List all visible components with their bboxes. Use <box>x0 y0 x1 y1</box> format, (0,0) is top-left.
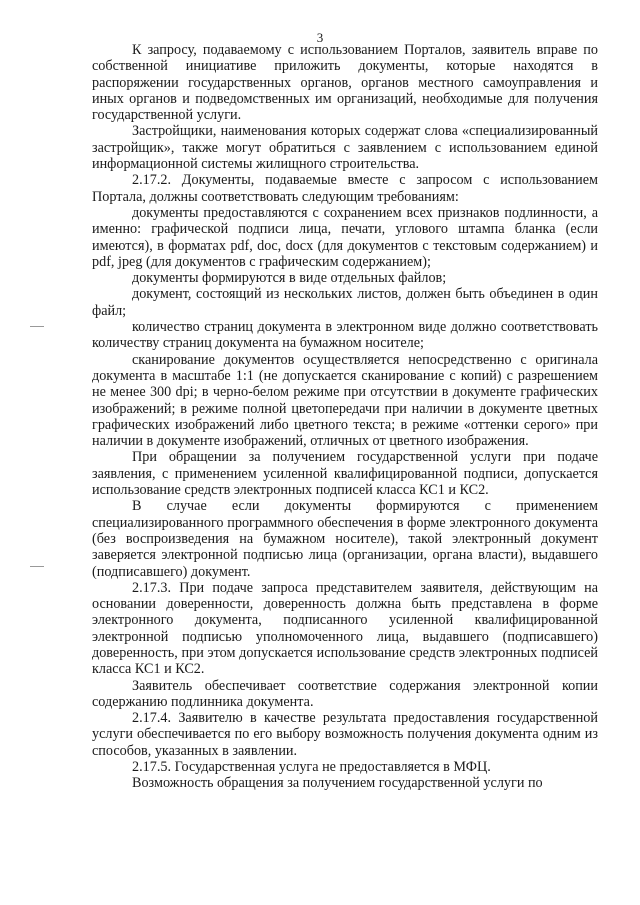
paragraph: 2.17.4. Заявителю в качестве результата предоставления государственной услуги обеспечивается по его выбору возможность получения документа одним из способов, указанных в заявлении. <box>92 710 598 759</box>
page-number: 3 <box>316 30 324 45</box>
paragraph: 2.17.2. Документы, подаваемые вместе с запросом с использованием Портала, должны соответствовать следующим требованиям: <box>92 172 598 205</box>
paragraph: Застройщики, наименования которых содержат слова «специализированный застройщик», также могут обратиться с заявлением с использованием единой информационной системы жилищного строительства. <box>92 123 598 173</box>
paragraph: количество страниц документа в электронном виде должно соответствовать количеству страниц документа на бумажном носителе; <box>92 319 598 352</box>
paragraph: 2.17.5. Государственная услуга не предоставляется в МФЦ. <box>132 759 491 776</box>
margin-mark <box>30 566 44 567</box>
paragraph: документ, состоящий из нескольких листов, должен быть объединен в один файл; <box>92 286 598 319</box>
paragraph: В случае если документы формируются с применением специализированного программного обеспечения в форме электронного документа (без воспроизведения на бумажном носителе), такой электронный документ заверяется электронной подписью лица (организации, органа власти), выдавшего (подписавшего) документ. <box>92 498 598 580</box>
paragraph: Заявитель обеспечивает соответствие содержания электронной копии содержанию подлинника документа. <box>92 677 598 710</box>
document-body <box>92 42 598 792</box>
paragraph: сканирование документов осуществляется непосредственно с оригинала документа в масштабе 1:1 (не допускается сканирование с копий) с разрешением не менее 300 dpi; в черно-белом режиме при отсутствии в документе графических изображений; в режиме полной цветопередачи при наличии в документе цветных графических изображений либо цветного текста; в режиме «оттенки серого» при наличии в документе изображений, отличных от цветного изображения. <box>92 351 598 450</box>
paragraph: 2.17.3. При подаче запроса представителем заявителя, действующим на основании доверенности, доверенность должна быть представлена в форме электронного документа, подписанного усиленной квалифицированной электронной подписью уполномоченного лица, выдавшего (подписавшего) доверенность, при этом допускается использование средств электронных подписей класса КС1 и КС2. <box>92 579 598 678</box>
margin-mark <box>30 326 44 327</box>
paragraph: При обращении за получением государственной услуги при подаче заявления, с применением усиленной квалифицированной подписи, допускается использование средств электронных подписей класса КС1 и КС2. <box>92 449 598 499</box>
paragraph: Возможность обращения за получением государственной услуги по <box>132 775 543 792</box>
paragraph: документы предоставляются с сохранением всех признаков подлинности, а именно: графической подписи лица, печати, углового штампа бланка (если имеются), в форматах pdf, doc, docx (для документов с текстовым содержанием) и pdf, jpeg (для документов с графическим содержанием); <box>92 204 598 270</box>
paragraph: документы формируются в виде отдельных файлов; <box>132 270 447 287</box>
paragraph: К запросу, подаваемому с использованием Порталов, заявитель вправе по собственной инициативе приложить документы, которые находятся в распоряжении государственных органов, органов местного самоуправления и иных органов и подведомственных им организаций, необходимые для получения государственной услуги. <box>92 42 598 124</box>
